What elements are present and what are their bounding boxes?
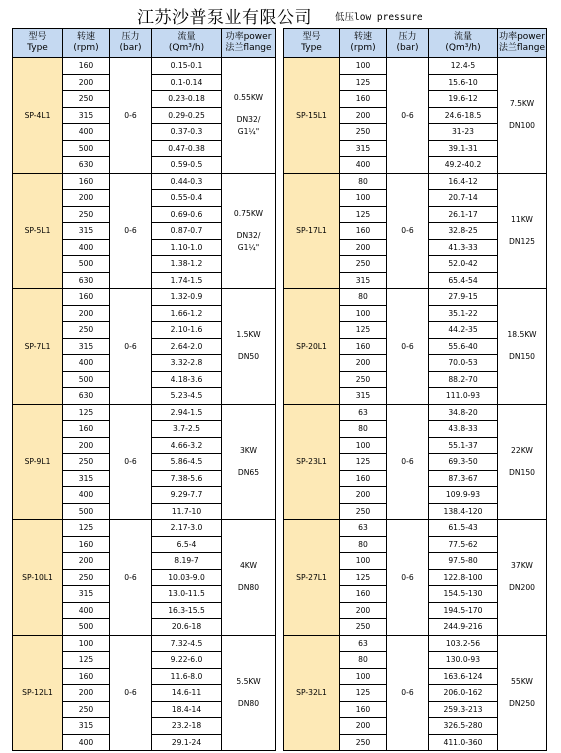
flow-cell: 26.1-17: [429, 206, 498, 223]
flow-cell: 39.1-31: [429, 140, 498, 157]
spacer: [222, 457, 275, 467]
table-row: [284, 58, 547, 75]
speed-cell: 200: [63, 74, 110, 91]
speed-cell: 400: [63, 734, 110, 751]
flow-cell: 0.29-0.25: [152, 107, 222, 124]
header-power: 功率power 法兰flange: [498, 29, 547, 58]
flow-cell: 27.9-15: [429, 289, 498, 306]
speed-cell: 200: [63, 190, 110, 207]
pressure-cell: 0-6: [387, 520, 429, 636]
flow-cell: 24.6-18.5: [429, 107, 498, 124]
flow-cell: 0.1-0.14: [152, 74, 222, 91]
flow-cell: 55.1-37: [429, 437, 498, 454]
flange-value: DN200: [508, 583, 536, 593]
flow-cell: 0.69-0.6: [152, 206, 222, 223]
flow-cell: 411.0-360: [429, 734, 498, 751]
speed-cell: 160: [340, 586, 387, 603]
speed-cell: 160: [63, 668, 110, 685]
speed-cell: 160: [63, 421, 110, 438]
speed-cell: 250: [63, 322, 110, 339]
power-value: 37KW: [511, 561, 533, 571]
flow-cell: 65.4-54: [429, 272, 498, 289]
flow-cell: 31-23: [429, 124, 498, 141]
speed-cell: 400: [63, 355, 110, 372]
flow-cell: 49.2-40.2: [429, 157, 498, 174]
flow-cell: 0.15-0.1: [152, 58, 222, 75]
flow-cell: 41.3-33: [429, 239, 498, 256]
header-type: 型号 Type: [284, 29, 340, 58]
flow-cell: 1.32-0.9: [152, 289, 222, 306]
speed-cell: 100: [340, 305, 387, 322]
speed-cell: 160: [340, 91, 387, 108]
spacer: [222, 220, 275, 230]
flow-cell: 55.6-40: [429, 338, 498, 355]
flow-cell: 11.7-10: [152, 503, 222, 520]
speed-cell: 250: [63, 206, 110, 223]
flow-cell: 2.64-2.0: [152, 338, 222, 355]
power-cell: [498, 58, 547, 174]
pressure-cell: 0-6: [387, 58, 429, 174]
flow-cell: 32.8-25: [429, 223, 498, 240]
flow-cell: 326.5-280: [429, 718, 498, 735]
spacer: [498, 110, 546, 120]
model-cell: SP-10L1: [13, 520, 63, 636]
table-row: [284, 635, 547, 652]
flow-cell: 18.4-14: [152, 701, 222, 718]
flow-cell: 61.5-43: [429, 520, 498, 537]
speed-cell: 200: [63, 553, 110, 570]
model-cell: SP-15L1: [284, 58, 340, 174]
speed-cell: 160: [63, 173, 110, 190]
flow-cell: 19.6-12: [429, 91, 498, 108]
speed-cell: 400: [63, 239, 110, 256]
speed-cell: 125: [63, 404, 110, 421]
pressure-cell: 0-6: [110, 404, 152, 520]
table-row: [284, 404, 547, 421]
table-row: [284, 520, 547, 537]
speed-cell: 500: [63, 256, 110, 273]
speed-cell: 100: [340, 190, 387, 207]
speed-cell: 200: [340, 487, 387, 504]
flow-cell: 7.32-4.5: [152, 635, 222, 652]
flange-value: DN65: [237, 467, 260, 477]
power-cell: [222, 404, 276, 520]
model-cell: SP-17L1: [284, 173, 340, 289]
flow-cell: 138.4-120: [429, 503, 498, 520]
flow-cell: 8.19-7: [152, 553, 222, 570]
speed-cell: 200: [340, 107, 387, 124]
flow-cell: 0.23-0.18: [152, 91, 222, 108]
speed-cell: 400: [63, 487, 110, 504]
speed-cell: 100: [340, 553, 387, 570]
flow-cell: 4.18-3.6: [152, 371, 222, 388]
table-row: [13, 58, 276, 75]
speed-cell: 160: [340, 470, 387, 487]
flow-cell: 194.5-170: [429, 602, 498, 619]
speed-cell: 200: [340, 718, 387, 735]
page-header: [0, 2, 561, 28]
speed-cell: 500: [63, 503, 110, 520]
flange-value: DN250: [508, 698, 536, 708]
pressure-cell: 0-6: [110, 173, 152, 289]
speed-cell: 125: [63, 520, 110, 537]
header-speed: 转速 (rpm): [63, 29, 110, 58]
table-row: [284, 173, 547, 190]
spacer: [222, 341, 275, 351]
speed-cell: 500: [63, 140, 110, 157]
spacer: [498, 572, 546, 582]
flow-cell: 109.9-93: [429, 487, 498, 504]
speed-cell: 250: [63, 91, 110, 108]
flow-cell: 259.3-213: [429, 701, 498, 718]
speed-cell: 100: [340, 668, 387, 685]
speed-cell: 250: [63, 454, 110, 471]
power-value: 0.75KW: [233, 208, 264, 218]
header-flow: 流量 (Qm³/h): [152, 29, 222, 58]
speed-cell: 315: [340, 140, 387, 157]
flow-cell: 103.2-56: [429, 635, 498, 652]
speed-cell: 160: [340, 338, 387, 355]
header-flow: 流量 (Qm³/h): [429, 29, 498, 58]
model-cell: SP-12L1: [13, 635, 63, 751]
speed-cell: 250: [340, 256, 387, 273]
pressure-cell: 0-6: [110, 58, 152, 174]
flow-cell: 1.74-1.5: [152, 272, 222, 289]
flange-value: DN80: [237, 583, 260, 593]
flow-cell: 43.8-33: [429, 421, 498, 438]
power-value: 5.5KW: [236, 676, 261, 686]
company-title: 江苏沙普泵业有限公司: [137, 8, 312, 28]
speed-cell: 160: [63, 289, 110, 306]
power-value: 55KW: [511, 676, 533, 686]
flow-cell: 0.55-0.4: [152, 190, 222, 207]
power-value: 18.5KW: [507, 330, 537, 340]
flow-cell: 5.86-4.5: [152, 454, 222, 471]
power-cell: [498, 635, 547, 751]
model-cell: SP-5L1: [13, 173, 63, 289]
flange-value: DN80: [237, 698, 260, 708]
power-cell: [222, 289, 276, 405]
flow-cell: 97.5-80: [429, 553, 498, 570]
speed-cell: 400: [63, 602, 110, 619]
flow-cell: 154.5-130: [429, 586, 498, 603]
speed-cell: 100: [340, 58, 387, 75]
flow-cell: 3.7-2.5: [152, 421, 222, 438]
power-cell: [498, 404, 547, 520]
header-pressure: 压力 (bar): [387, 29, 429, 58]
flow-cell: 14.6-11: [152, 685, 222, 702]
model-cell: SP-20L1: [284, 289, 340, 405]
power-cell: [222, 173, 276, 289]
speed-cell: 250: [340, 503, 387, 520]
speed-cell: 200: [340, 355, 387, 372]
power-cell: [222, 635, 276, 751]
speed-cell: 250: [63, 569, 110, 586]
speed-cell: 200: [340, 602, 387, 619]
pressure-cell: 0-6: [110, 520, 152, 636]
flow-cell: 15.6-10: [429, 74, 498, 91]
power-value: 1.5KW: [236, 330, 261, 340]
flange-value: DN50: [237, 352, 260, 362]
flow-cell: 1.10-1.0: [152, 239, 222, 256]
flow-cell: 34.8-20: [429, 404, 498, 421]
flow-cell: 0.47-0.38: [152, 140, 222, 157]
speed-cell: 315: [63, 338, 110, 355]
pressure-cell: 0-6: [387, 289, 429, 405]
speed-cell: 80: [340, 289, 387, 306]
pressure-cell: 0-6: [110, 635, 152, 751]
speed-cell: 630: [63, 157, 110, 174]
speed-cell: 315: [63, 223, 110, 240]
speed-cell: 315: [340, 388, 387, 405]
flange-value: DN32/ G1¼": [236, 115, 261, 137]
speed-cell: 400: [340, 157, 387, 174]
header-type: 型号 Type: [13, 29, 63, 58]
speed-cell: 100: [340, 437, 387, 454]
flow-cell: 35.1-22: [429, 305, 498, 322]
speed-cell: 125: [340, 569, 387, 586]
speed-cell: 125: [340, 206, 387, 223]
flow-cell: 122.8-100: [429, 569, 498, 586]
speed-cell: 400: [63, 124, 110, 141]
model-cell: SP-9L1: [13, 404, 63, 520]
speed-cell: 630: [63, 272, 110, 289]
speed-cell: 80: [340, 652, 387, 669]
flow-cell: 69.3-50: [429, 454, 498, 471]
speed-cell: 63: [340, 404, 387, 421]
flow-cell: 11.6-8.0: [152, 668, 222, 685]
header-speed: 转速 (rpm): [340, 29, 387, 58]
flow-cell: 20.6-18: [152, 619, 222, 636]
speed-cell: 125: [340, 685, 387, 702]
power-cell: [498, 289, 547, 405]
speed-cell: 200: [340, 239, 387, 256]
speed-cell: 630: [63, 388, 110, 405]
flange-value: DN32/ G1¼": [236, 230, 261, 252]
table-header-row: [284, 29, 547, 58]
power-value: 11KW: [511, 214, 533, 224]
spacer: [222, 104, 275, 114]
flow-cell: 2.17-3.0: [152, 520, 222, 537]
flow-cell: 0.87-0.7: [152, 223, 222, 240]
table-header-row: [13, 29, 276, 58]
speed-cell: 125: [340, 74, 387, 91]
pump-table-right: [283, 28, 547, 751]
speed-cell: 200: [63, 305, 110, 322]
flow-cell: 0.37-0.3: [152, 124, 222, 141]
model-cell: SP-23L1: [284, 404, 340, 520]
model-cell: SP-32L1: [284, 635, 340, 751]
flow-cell: 20.7-14: [429, 190, 498, 207]
flow-cell: 9.29-7.7: [152, 487, 222, 504]
speed-cell: 125: [340, 322, 387, 339]
power-cell: [222, 58, 276, 174]
table-row: [13, 173, 276, 190]
flow-cell: 77.5-62: [429, 536, 498, 553]
model-cell: SP-27L1: [284, 520, 340, 636]
flow-cell: 29.1-24: [152, 734, 222, 751]
pressure-cell: 0-6: [387, 173, 429, 289]
table-row: [13, 635, 276, 652]
spacer: [498, 457, 546, 467]
flow-cell: 88.2-70: [429, 371, 498, 388]
speed-cell: 315: [63, 470, 110, 487]
speed-cell: 315: [340, 272, 387, 289]
power-value: 3KW: [239, 445, 258, 455]
model-cell: SP-7L1: [13, 289, 63, 405]
speed-cell: 125: [340, 454, 387, 471]
flow-cell: 2.94-1.5: [152, 404, 222, 421]
flow-cell: 44.2-35: [429, 322, 498, 339]
spacer: [498, 341, 546, 351]
flow-cell: 16.4-12: [429, 173, 498, 190]
pressure-cell: 0-6: [387, 404, 429, 520]
table-row: [13, 404, 276, 421]
flow-cell: 16.3-15.5: [152, 602, 222, 619]
flow-cell: 70.0-53: [429, 355, 498, 372]
flow-cell: 7.38-5.6: [152, 470, 222, 487]
flow-cell: 111.0-93: [429, 388, 498, 405]
speed-cell: 160: [63, 58, 110, 75]
spacer: [222, 572, 275, 582]
speed-cell: 500: [63, 619, 110, 636]
speed-cell: 80: [340, 536, 387, 553]
speed-cell: 200: [63, 437, 110, 454]
flow-cell: 0.44-0.3: [152, 173, 222, 190]
flange-value: DN150: [508, 467, 536, 477]
flow-cell: 5.23-4.5: [152, 388, 222, 405]
power-value: 4KW: [239, 561, 258, 571]
speed-cell: 100: [63, 635, 110, 652]
speed-cell: 250: [340, 371, 387, 388]
spacer: [498, 688, 546, 698]
flow-cell: 9.22-6.0: [152, 652, 222, 669]
speed-cell: 160: [340, 223, 387, 240]
speed-cell: 160: [340, 701, 387, 718]
pressure-subtitle: 低压low pressure: [335, 12, 423, 23]
power-cell: [498, 520, 547, 636]
power-cell: [222, 520, 276, 636]
pump-table-left: [12, 28, 276, 751]
flange-value: DN125: [508, 236, 536, 246]
flow-cell: 4.66-3.2: [152, 437, 222, 454]
table-row: [13, 520, 276, 537]
flow-cell: 23.2-18: [152, 718, 222, 735]
speed-cell: 160: [63, 536, 110, 553]
flow-cell: 6.5-4: [152, 536, 222, 553]
table-row: [13, 289, 276, 306]
speed-cell: 80: [340, 421, 387, 438]
flow-cell: 87.3-67: [429, 470, 498, 487]
flow-cell: 3.32-2.8: [152, 355, 222, 372]
speed-cell: 250: [340, 619, 387, 636]
pressure-cell: 0-6: [110, 289, 152, 405]
header-pressure: 压力 (bar): [110, 29, 152, 58]
model-cell: SP-4L1: [13, 58, 63, 174]
flow-cell: 244.9-216: [429, 619, 498, 636]
spacer: [498, 226, 546, 236]
flange-value: DN100: [508, 121, 536, 131]
flow-cell: 0.59-0.5: [152, 157, 222, 174]
flow-cell: 12.4-5: [429, 58, 498, 75]
flange-value: DN150: [508, 352, 536, 362]
header-power: 功率power 法兰flange: [222, 29, 276, 58]
speed-cell: 250: [340, 734, 387, 751]
flow-cell: 10.03-9.0: [152, 569, 222, 586]
speed-cell: 500: [63, 371, 110, 388]
speed-cell: 315: [63, 718, 110, 735]
flow-cell: 206.0-162: [429, 685, 498, 702]
speed-cell: 315: [63, 586, 110, 603]
speed-cell: 315: [63, 107, 110, 124]
speed-cell: 63: [340, 635, 387, 652]
flow-cell: 13.0-11.5: [152, 586, 222, 603]
table-row: [284, 289, 547, 306]
flow-cell: 163.6-124: [429, 668, 498, 685]
flow-cell: 2.10-1.6: [152, 322, 222, 339]
pressure-cell: 0-6: [387, 635, 429, 751]
speed-cell: 63: [340, 520, 387, 537]
power-cell: [498, 173, 547, 289]
flow-cell: 1.38-1.2: [152, 256, 222, 273]
flow-cell: 130.0-93: [429, 652, 498, 669]
speed-cell: 250: [340, 124, 387, 141]
speed-cell: 250: [63, 701, 110, 718]
spacer: [222, 688, 275, 698]
power-value: 22KW: [511, 445, 533, 455]
power-value: 0.55KW: [233, 93, 264, 103]
flow-cell: 52.0-42: [429, 256, 498, 273]
flow-cell: 1.66-1.2: [152, 305, 222, 322]
speed-cell: 125: [63, 652, 110, 669]
speed-cell: 80: [340, 173, 387, 190]
speed-cell: 200: [63, 685, 110, 702]
power-value: 7.5KW: [509, 99, 535, 109]
